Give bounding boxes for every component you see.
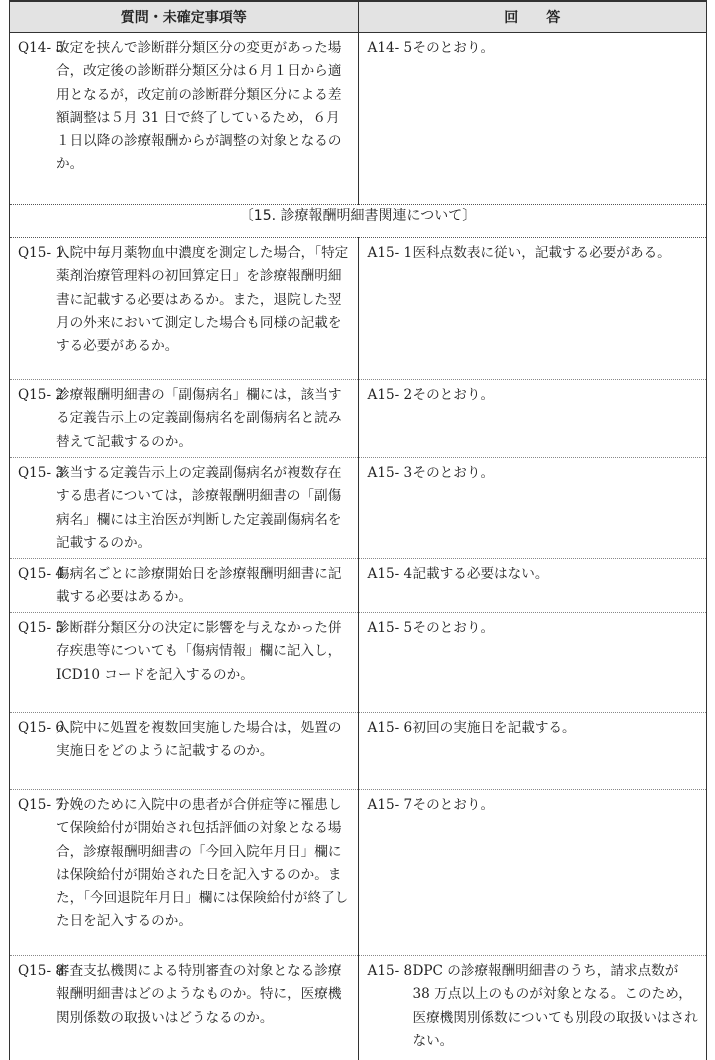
answer-cell	[358, 790, 707, 956]
answer-text: 初回の実施日を記載する。	[412, 720, 576, 736]
answer-text: そのとおり。	[412, 620, 495, 636]
question-text: 分娩のために入院中の患者が合併症等に罹患して保険給付が開始され包括評価の対象となる場合，診療報酬明細書の「今回入院年月日」欄には保険給付が開始された日を記入するのか。また，「今回退院年月日」欄には保険給付が終了した日を記入するのか。	[56, 797, 349, 930]
question-text: 傷病名ごとに診療開始日を診療報酬明細書に記載する必要はあるか。	[56, 566, 342, 606]
answer-number: A15- 2	[367, 387, 413, 403]
question-number: Q14- 5	[18, 40, 65, 56]
question-text: 改定を挟んで診断群分類区分の変更があった場合，改定後の診断群分類区分は６月１日から適用となるが，改定前の診断群分類区分による差額調整は５月 31 日で終了しているため，６月１日以降の診療報酬からが調整の対象となるのか。	[56, 40, 342, 173]
qa-row	[10, 613, 707, 713]
answer-number: A15- 5	[367, 620, 413, 636]
answer-number: A15- 4	[367, 566, 413, 582]
qa-page	[9, 0, 707, 1060]
question-cell	[10, 33, 359, 205]
question-cell	[10, 713, 359, 790]
answer-number: A14- 5	[367, 40, 413, 56]
question-text: 該当する定義告示上の定義副傷病名が複数存在する患者については，診療報酬明細書の「副傷病名」欄には主治医が判断した定義副傷病名を記載するのか。	[56, 465, 342, 551]
qa-row	[10, 713, 707, 790]
question-cell	[10, 956, 359, 1060]
question-cell	[10, 613, 359, 713]
answer-text: そのとおり。	[412, 465, 495, 481]
answer-number: A15- 1	[367, 245, 413, 261]
qa-row	[10, 790, 707, 956]
answer-column-header: 回 答	[358, 1, 707, 33]
answer-number: A15- 6	[367, 720, 413, 736]
answer-cell	[358, 238, 707, 380]
answer-text: そのとおり。	[412, 40, 495, 56]
qa-table	[9, 0, 707, 1060]
question-text: 診断群分類区分の決定に影響を与えなかった併存疾患等についても「傷病情報」欄に記入し，ICD10 コードを記入するのか。	[56, 620, 342, 683]
question-cell	[10, 790, 359, 956]
qa-row	[10, 458, 707, 559]
question-text: 入院中毎月薬物血中濃度を測定した場合，「特定薬剤治療管理料の初回算定日」を診療報酬明細書に記載する必要はあるか。また，退院した翌月の外来において測定した場合も同様の記載をする必要があるか。	[56, 245, 349, 355]
answer-cell	[358, 559, 707, 613]
section-row	[10, 205, 707, 238]
question-cell	[10, 380, 359, 458]
answer-text: DPC の診療報酬明細書のうち，請求点数が 38 万点以上のものが対象となる。このため，医療機関別係数についても別段の取扱いはされない。	[412, 963, 698, 1049]
answer-cell	[358, 956, 707, 1060]
qa-row	[10, 380, 707, 458]
header-row	[10, 1, 707, 33]
section-title: 〔15. 診療報酬明細書関連について〕	[10, 205, 707, 238]
answer-number: A15- 3	[367, 465, 413, 481]
answer-cell	[358, 33, 707, 205]
answer-text: そのとおり。	[412, 797, 495, 813]
question-cell	[10, 559, 359, 613]
question-number: Q15- 1	[18, 245, 65, 261]
answer-cell	[358, 713, 707, 790]
answer-number: A15- 7	[367, 797, 413, 813]
question-number: Q15- 4	[18, 566, 65, 582]
answer-text: 記載する必要はない。	[412, 566, 549, 582]
question-cell	[10, 458, 359, 559]
question-number: Q15- 6	[18, 720, 65, 736]
question-number: Q15- 8	[18, 963, 65, 979]
question-number: Q15- 2	[18, 387, 65, 403]
qa-row	[10, 956, 707, 1060]
question-text: 審査支払機関による特別審査の対象となる診療報酬明細書はどのようなものか。特に，医療機関別係数の取扱いはどうなるのか。	[56, 963, 342, 1026]
question-text: 診療報酬明細書の「副傷病名」欄には，該当する定義告示上の定義副傷病名を副傷病名と読み替えて記載するのか。	[56, 387, 342, 450]
answer-text: 医科点数表に従い，記載する必要がある。	[412, 245, 671, 261]
question-column-header: 質問・未確定事項等	[10, 1, 359, 33]
answer-cell	[358, 613, 707, 713]
question-cell	[10, 238, 359, 380]
question-number: Q15- 3	[18, 465, 65, 481]
qa-row	[10, 559, 707, 613]
question-text: 入院中に処置を複数回実施した場合は，処置の実施日をどのように記載するのか。	[56, 720, 342, 760]
answer-cell	[358, 458, 707, 559]
answer-number: A15- 8	[367, 963, 413, 979]
qa-row	[10, 238, 707, 380]
question-number: Q15- 5	[18, 620, 65, 636]
answer-text: そのとおり。	[412, 387, 495, 403]
question-number: Q15- 7	[18, 797, 65, 813]
answer-cell	[358, 380, 707, 458]
qa-row	[10, 33, 707, 205]
